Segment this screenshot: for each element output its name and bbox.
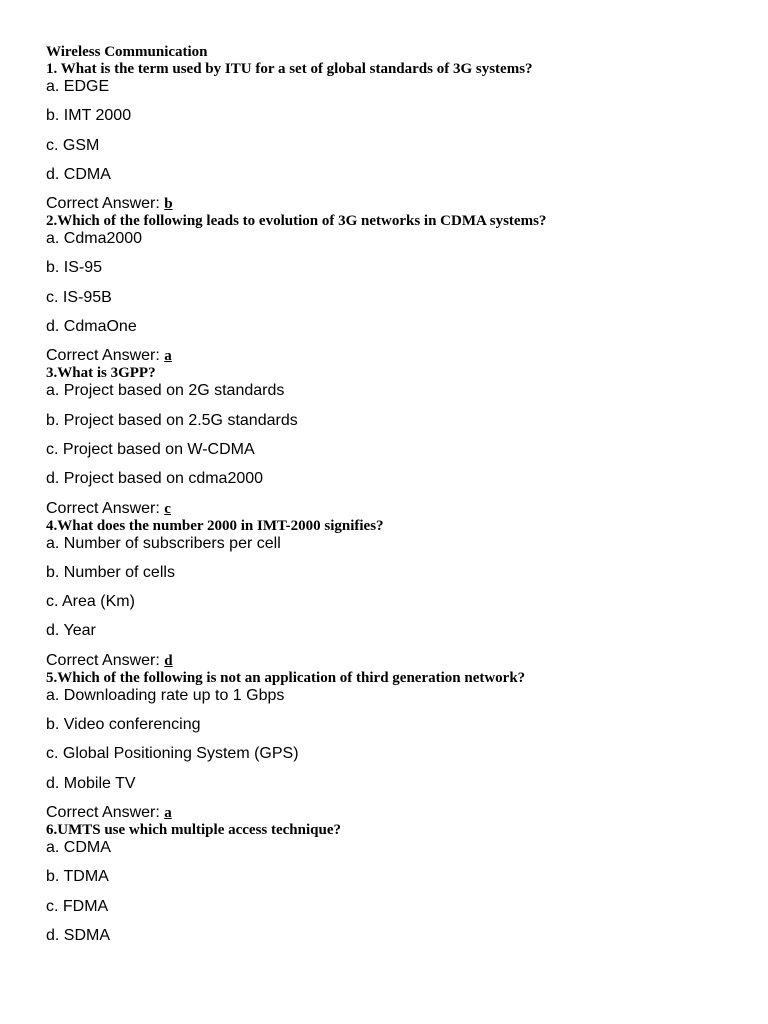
option-c: c. Area (Km) — [46, 593, 135, 611]
option-d: d. CDMA — [46, 165, 111, 183]
option-d: d. Project based on cdma2000 — [46, 470, 264, 488]
question-text: 1. What is the term used by ITU for a set of global standards of 3G systems? — [46, 61, 533, 77]
question-block — [46, 518, 746, 670]
correct-answer — [46, 195, 746, 213]
question-text: 2.Which of the following leads to evolution of 3G networks in CDMA systems? — [46, 213, 547, 230]
answer-label: Correct Answer: — [46, 803, 160, 821]
correct-answer — [46, 500, 746, 518]
document-title: Wireless Communication — [46, 44, 208, 60]
option-d: d. CdmaOne — [46, 318, 137, 336]
answer-label: Correct Answer: — [46, 651, 160, 669]
option-d: d. SDMA — [46, 926, 111, 944]
correct-answer — [46, 347, 746, 365]
correct-answer — [46, 804, 746, 822]
answer-label: Correct Answer: — [46, 499, 160, 517]
option-b: b. IMT 2000 — [46, 107, 132, 125]
option-c: c. GSM — [46, 136, 100, 154]
option-a: a. Downloading rate up to 1 Gbps — [46, 686, 285, 704]
document-page — [46, 43, 746, 945]
option-c: c. FDMA — [46, 897, 109, 915]
question-block — [46, 213, 746, 365]
option-a: a. CDMA — [46, 838, 111, 856]
option-d: d. Mobile TV — [46, 774, 136, 792]
answer-label: Correct Answer: — [46, 195, 160, 213]
option-a: a. Project based on 2G standards — [46, 382, 285, 400]
question-block — [46, 365, 746, 517]
option-c: c. IS-95B — [46, 288, 112, 306]
option-b: b. Number of cells — [46, 563, 175, 581]
option-b: b. IS-95 — [46, 259, 103, 277]
answer-letter: c — [164, 500, 171, 517]
option-c: c. Global Positioning System (GPS) — [46, 745, 299, 763]
answer-letter: a — [164, 348, 172, 365]
option-b: b. TDMA — [46, 868, 109, 886]
option-a: a. Number of subscribers per cell — [46, 534, 281, 552]
answer-letter: a — [164, 804, 172, 821]
answer-letter: d — [164, 652, 173, 669]
option-c: c. Project based on W-CDMA — [46, 440, 255, 458]
question-text: 4.What does the number 2000 in IMT-2000 signifies? — [46, 517, 384, 534]
answer-label: Correct Answer: — [46, 347, 160, 365]
option-a: a. EDGE — [46, 78, 110, 95]
question-text: 5.Which of the following is not an application of third generation network? — [46, 669, 526, 686]
question-text: 6.UMTS use which multiple access technique? — [46, 821, 342, 838]
option-d: d. Year — [46, 622, 96, 640]
correct-answer — [46, 652, 746, 670]
option-b: b. Project based on 2.5G standards — [46, 411, 298, 429]
option-a: a. Cdma2000 — [46, 230, 143, 248]
question-block — [46, 670, 746, 822]
option-b: b. Video conferencing — [46, 716, 201, 734]
question-block — [46, 822, 746, 945]
answer-letter: b — [164, 196, 173, 213]
question-text: 3.What is 3GPP? — [46, 365, 156, 382]
question-block — [46, 61, 746, 213]
